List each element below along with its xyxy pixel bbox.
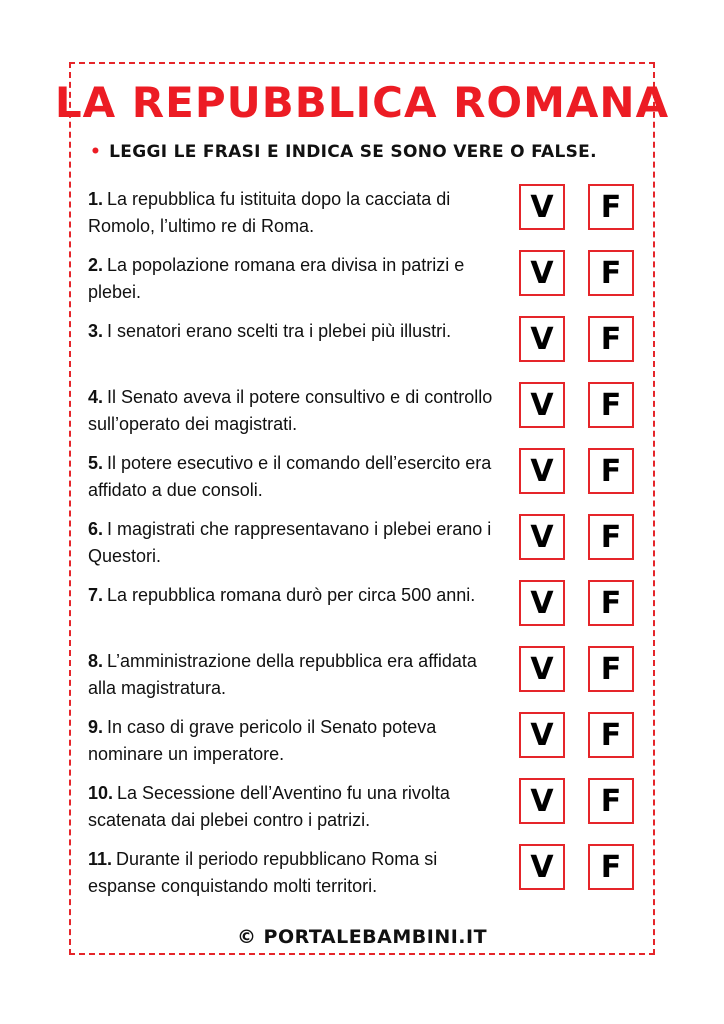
question-item [88, 844, 648, 910]
false-checkbox[interactable]: F [588, 316, 634, 362]
question-sentence: I senatori erano scelti tra i plebei più illustri. [107, 321, 452, 341]
question-number: 11. [88, 849, 113, 869]
question-number: 7. [88, 585, 104, 605]
question-number: 2. [88, 255, 104, 275]
true-checkbox[interactable]: V [519, 382, 565, 428]
question-number: 10. [88, 783, 114, 803]
question-sentence: Durante il periodo repubblicano Roma si espanse conquistando molti territori. [88, 849, 438, 896]
question-item [88, 316, 648, 382]
question-item [88, 184, 648, 250]
question-sentence: La repubblica romana durò per circa 500 anni. [107, 585, 476, 605]
question-item [88, 382, 648, 448]
question-item [88, 250, 648, 316]
false-checkbox[interactable]: F [588, 382, 634, 428]
question-sentence: La Secessione dell’Aventino fu una rivolta scatenata dai plebei contro i patrizi. [88, 783, 450, 830]
true-checkbox[interactable]: V [519, 778, 565, 824]
true-checkbox[interactable]: V [519, 844, 565, 890]
question-text [88, 714, 498, 768]
question-number: 5. [88, 453, 104, 473]
instruction-text: LEGGI LE FRASI E INDICA SE SONO VERE O FALSE. [109, 142, 597, 162]
question-number: 9. [88, 717, 104, 737]
false-checkbox[interactable]: F [588, 514, 634, 560]
question-text [88, 186, 498, 240]
true-checkbox[interactable]: V [519, 184, 565, 230]
question-number: 8. [88, 651, 104, 671]
question-item [88, 514, 648, 580]
false-checkbox[interactable]: F [588, 646, 634, 692]
question-text [88, 384, 498, 438]
true-checkbox[interactable]: V [519, 646, 565, 692]
bullet: • [90, 142, 102, 162]
question-sentence: La popolazione romana era divisa in patrizi e plebei. [88, 255, 465, 302]
question-item [88, 448, 648, 514]
true-checkbox[interactable]: V [519, 712, 565, 758]
question-sentence: Il Senato aveva il potere consultivo e di controllo sull’operato dei magistrati. [88, 387, 493, 434]
question-number: 6. [88, 519, 104, 539]
question-text [88, 582, 498, 609]
question-item [88, 778, 648, 844]
question-item [88, 580, 648, 646]
question-sentence: La repubblica fu istituita dopo la cacciata di Romolo, l’ultimo re di Roma. [88, 189, 451, 236]
question-sentence: L’amministrazione della repubblica era affidata alla magistratura. [88, 651, 477, 698]
question-text [88, 318, 498, 345]
copyright-footer: © PORTALEBAMBINI.IT [236, 926, 488, 948]
question-sentence: Il potere esecutivo e il comando dell’esercito era affidato a due consoli. [88, 453, 492, 500]
question-number: 4. [88, 387, 104, 407]
question-text [88, 516, 498, 570]
false-checkbox[interactable]: F [588, 712, 634, 758]
question-text [88, 648, 498, 702]
false-checkbox[interactable]: F [588, 448, 634, 494]
true-checkbox[interactable]: V [519, 250, 565, 296]
question-text [88, 846, 498, 900]
false-checkbox[interactable]: F [588, 250, 634, 296]
false-checkbox[interactable]: F [588, 844, 634, 890]
question-sentence: In caso di grave pericolo il Senato poteva nominare un imperatore. [88, 717, 437, 764]
instruction [90, 140, 597, 164]
question-item [88, 646, 648, 712]
true-checkbox[interactable]: V [519, 514, 565, 560]
false-checkbox[interactable]: F [588, 778, 634, 824]
question-item [88, 712, 648, 778]
page-title: LA REPUBBLICA ROMANA [54, 78, 670, 127]
question-number: 3. [88, 321, 104, 341]
question-sentence: I magistrati che rappresentavano i plebei erano i Questori. [88, 519, 492, 566]
true-checkbox[interactable]: V [519, 448, 565, 494]
false-checkbox[interactable]: F [588, 580, 634, 626]
true-checkbox[interactable]: V [519, 580, 565, 626]
question-text [88, 252, 498, 306]
question-text [88, 450, 498, 504]
true-checkbox[interactable]: V [519, 316, 565, 362]
question-text [88, 780, 498, 834]
false-checkbox[interactable]: F [588, 184, 634, 230]
question-number: 1. [88, 189, 104, 209]
